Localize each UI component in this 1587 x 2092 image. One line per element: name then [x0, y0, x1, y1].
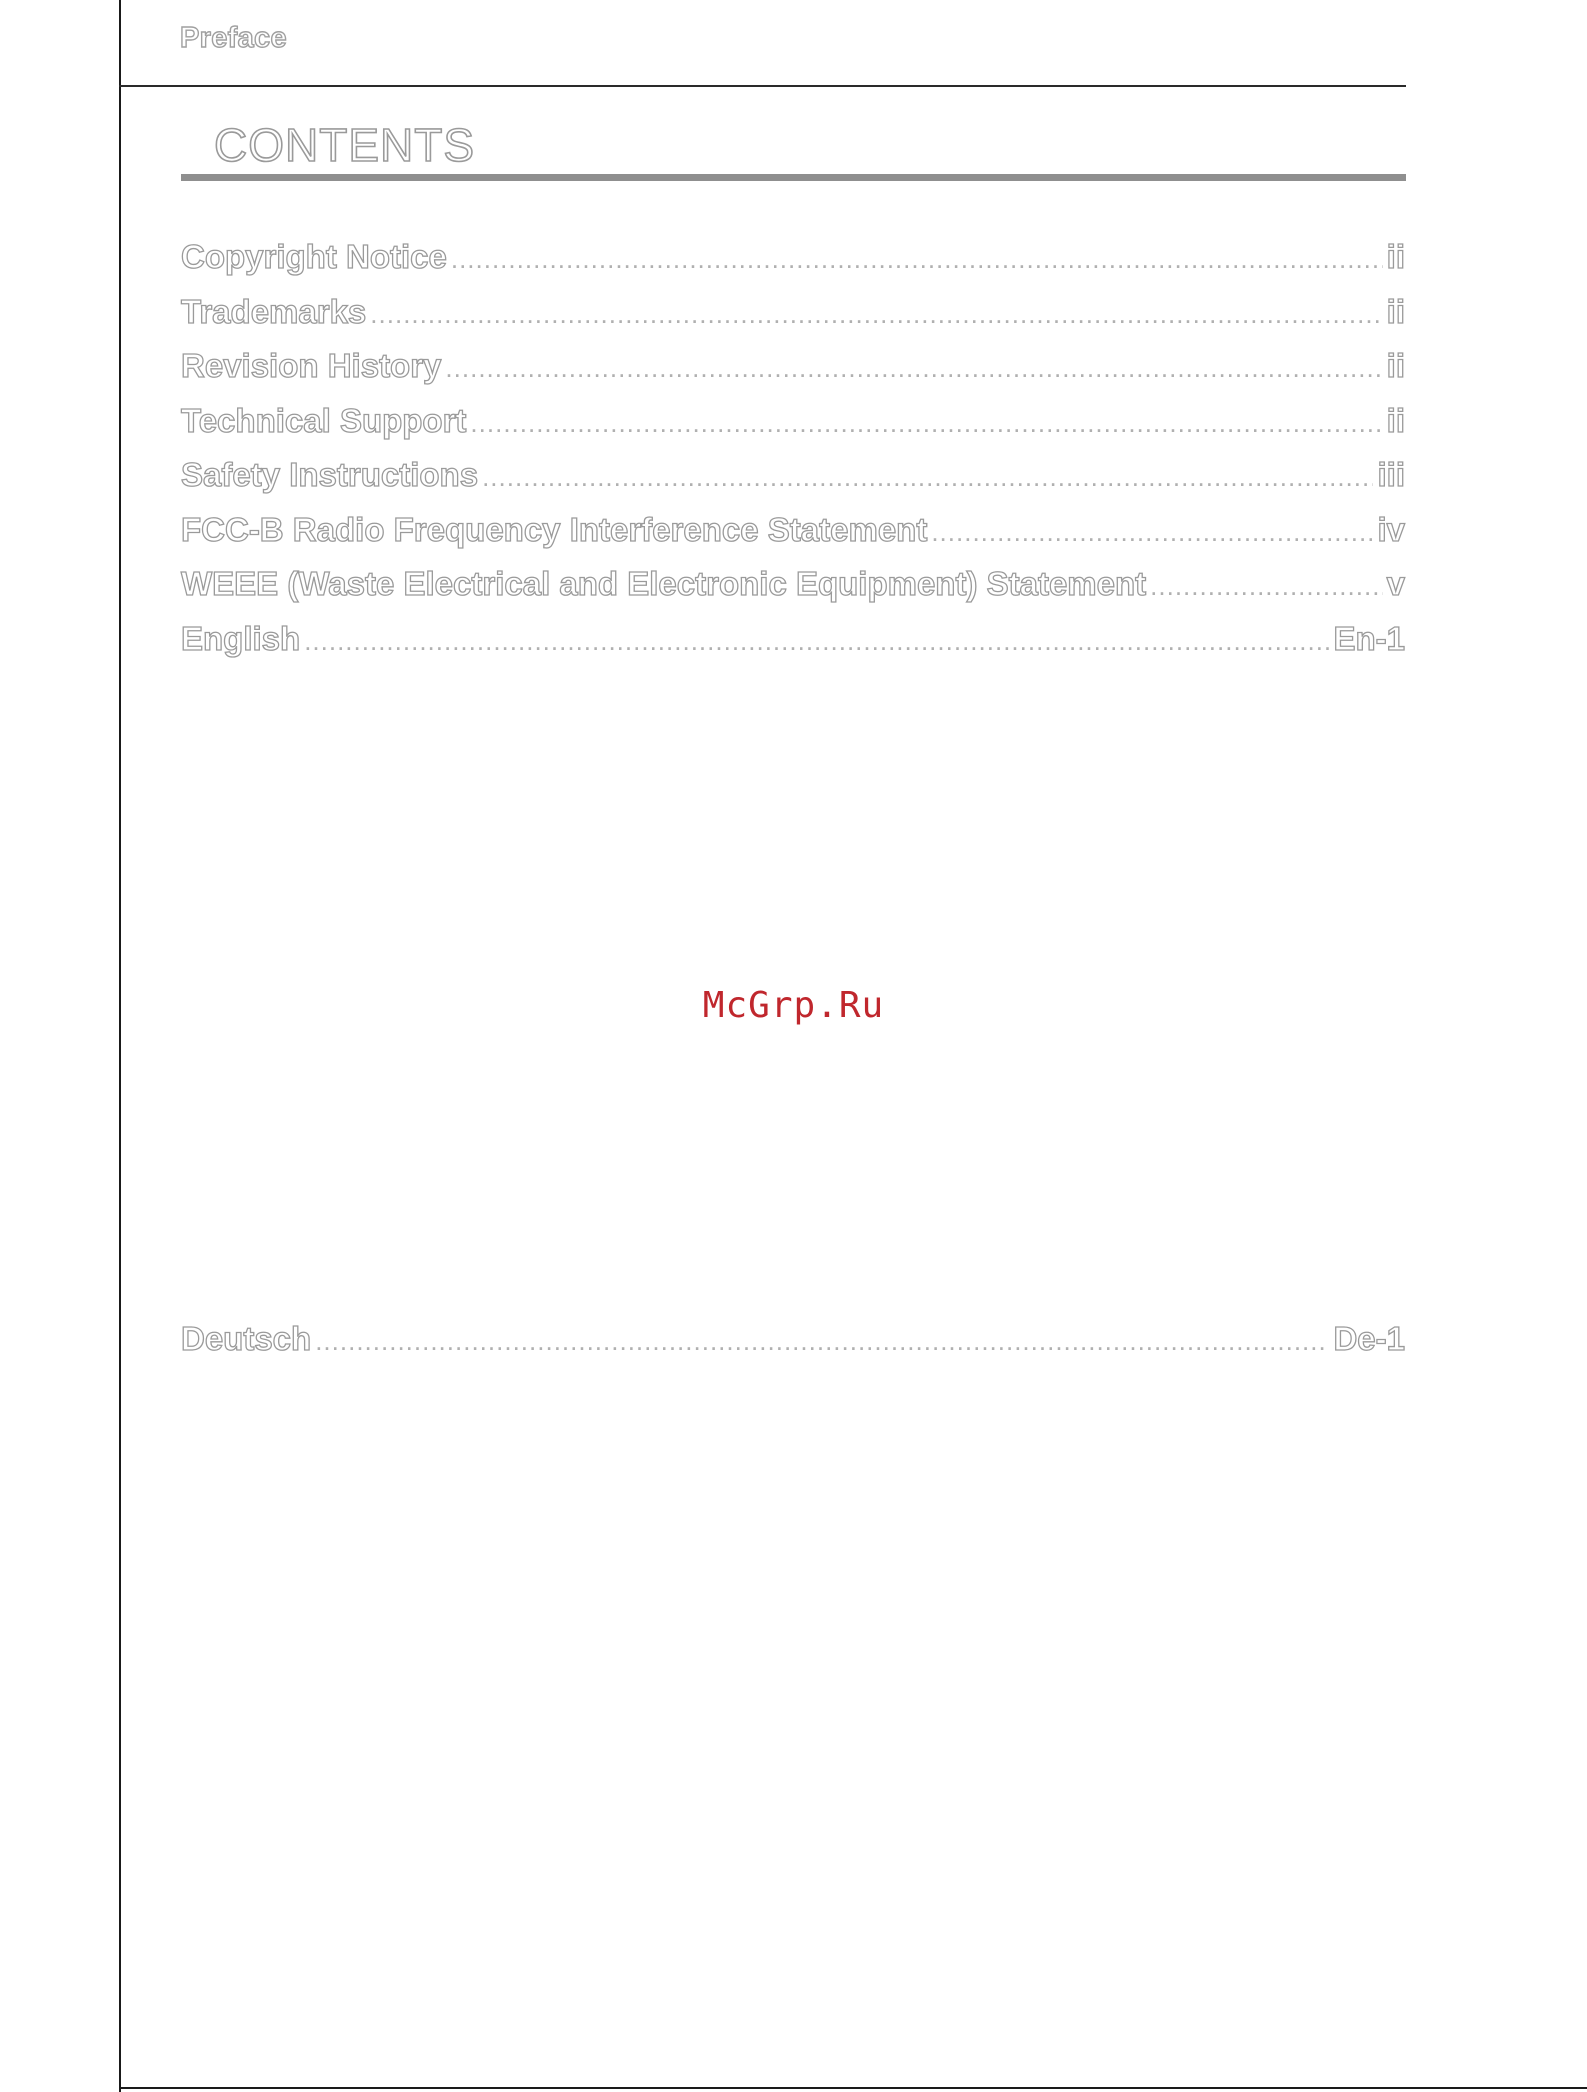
toc-entry-title: Technical Support	[181, 401, 467, 439]
watermark-text: McGrp.Ru	[702, 985, 885, 1026]
section-header-label: Preface	[180, 22, 287, 54]
toc-entry[interactable]	[181, 347, 1405, 402]
toc-entry-title: FCC-B Radio Frequency Interference Statement	[181, 510, 928, 548]
toc-entry[interactable]	[181, 511, 1405, 566]
toc-dot-leader	[370, 299, 1382, 330]
toc-dot-leader	[304, 626, 1329, 657]
title-underline	[181, 174, 1406, 181]
toc-dot-leader	[1150, 571, 1382, 602]
toc-entry-title: Deutsch	[181, 1320, 312, 1357]
toc-entry[interactable]	[181, 238, 1405, 293]
toc-entry-title: English	[181, 619, 301, 657]
table-of-contents	[181, 238, 1405, 674]
toc-entry-page: iv	[1377, 510, 1405, 548]
table-of-contents-continued	[181, 1320, 1405, 1375]
toc-entry-page: iii	[1377, 456, 1405, 493]
toc-dot-leader	[445, 353, 1382, 384]
toc-entry-page: ii	[1386, 401, 1405, 439]
toc-entry[interactable]	[181, 565, 1405, 620]
toc-dot-leader	[451, 244, 1383, 275]
toc-entry-title: Trademarks	[181, 292, 367, 330]
toc-dot-leader	[482, 462, 1373, 493]
toc-entry-page: ii	[1386, 347, 1405, 384]
toc-dot-leader	[315, 1326, 1329, 1357]
footer-divider	[119, 2087, 1587, 2089]
toc-entry-page: ii	[1386, 292, 1405, 330]
toc-dot-leader	[470, 408, 1382, 439]
toc-entry[interactable]	[181, 620, 1405, 675]
toc-entry-title: Copyright Notice	[181, 238, 447, 275]
left-margin-rule	[119, 0, 121, 2092]
toc-entry[interactable]	[181, 293, 1405, 348]
toc-entry-page: De-1	[1333, 1320, 1405, 1357]
toc-entry-title: WEEE (Waste Electrical and Electronic Equipment) Statement	[181, 565, 1147, 602]
toc-entry[interactable]	[181, 1320, 1405, 1375]
toc-entry[interactable]	[181, 456, 1405, 511]
toc-entry-page: En-1	[1333, 619, 1405, 657]
toc-entry[interactable]	[181, 402, 1405, 457]
page-title: CONTENTS	[214, 119, 475, 171]
toc-dot-leader	[931, 517, 1373, 548]
toc-entry-page: v	[1386, 565, 1405, 602]
toc-entry-title: Safety Instructions	[181, 456, 479, 493]
toc-entry-title: Revision History	[181, 347, 442, 384]
header-divider	[119, 85, 1406, 87]
toc-entry-page: ii	[1386, 238, 1405, 275]
